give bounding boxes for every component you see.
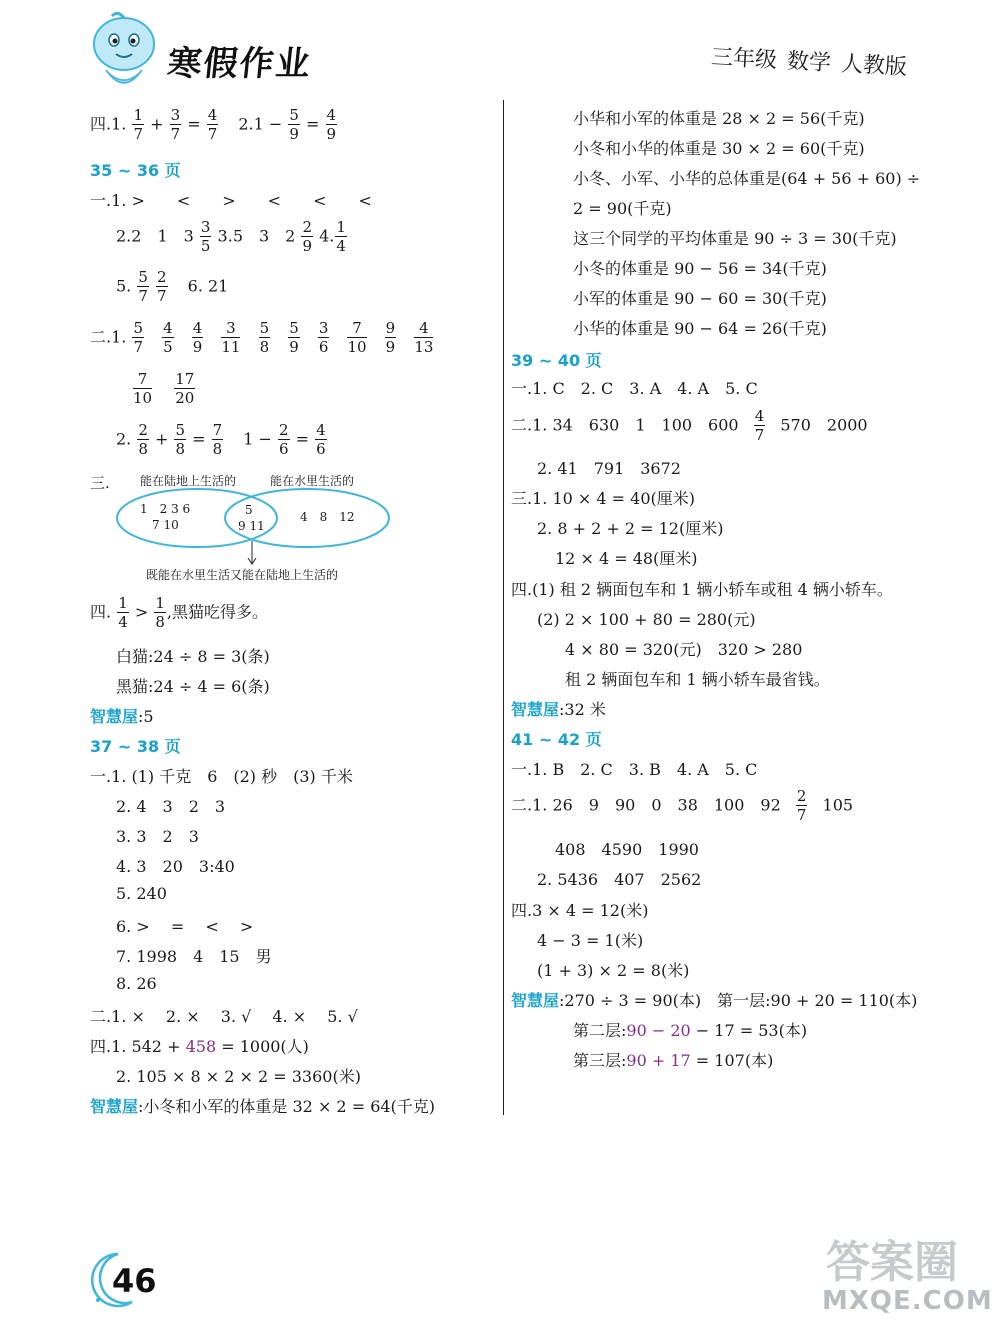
answer-line: 2 = 90(千克) <box>573 199 672 218</box>
answer-line: 黑猫:24 ÷ 4 = 6(条) <box>116 677 270 696</box>
answer-line: 2. 105 × 8 × 2 × 2 = 3360(米) <box>116 1067 361 1086</box>
section-heading: 41 ~ 42 页 <box>511 730 602 749</box>
answer-line: 4 − 3 = 1(米) <box>537 931 644 950</box>
answer-line: 二.1. $\frac{5}{7}$ $\frac{4}{5}$ $\frac{4}{9}$ $\frac{3}{11}$ $\frac{5}{8}$ $\frac{5}{9}$ $\frac{3}{6}$ $\frac{7}{10}$ $\frac{9}{9}$ $\frac{4}{13}$ <box>90 319 434 356</box>
answer-line: 小冬的体重是 90 − 56 = 34(千克) <box>573 259 827 278</box>
venn-prefix: 三. <box>90 474 110 492</box>
answer-line: 四.1. $\frac{1}{7}$ + $\frac{3}{7}$ = $\frac{4}{7}$ 2.1 − $\frac{5}{9}$ = $\frac{4}{9}$ <box>90 106 337 143</box>
answer-line: 第三层:90 + 17 = 107(本) <box>573 1051 774 1070</box>
section-heading: 35 ~ 36 页 <box>90 161 181 180</box>
answer-line: 四.1. 542 + 458 = 1000(人) <box>90 1037 309 1056</box>
wisdom-answer: 智慧屋:32 米 <box>511 700 606 719</box>
answer-line: 四.3 × 4 = 12(米) <box>511 901 649 920</box>
answer-line: 二.1. × 2. × 3. √ 4. × 5. √ <box>90 1007 358 1026</box>
answer-line: 3. 3 2 3 <box>116 827 199 846</box>
subject-label: 数学 <box>786 48 832 77</box>
answer-line: 2. $\frac{2}{8}$ + $\frac{5}{8}$ = $\frac{7}{8}$ 1 − $\frac{2}{6}$ = $\frac{4}{6}$ <box>116 421 326 458</box>
answer-line: 8. 26 <box>116 974 157 993</box>
answer-line: 二.1. 34 630 1 100 600 $\frac{4}{7}$ 570 2000 <box>511 407 868 444</box>
book-meta <box>710 40 917 82</box>
venn-mid-nums: 5 <box>245 503 253 517</box>
answer-line: 一.1. > < > < < < <box>90 191 372 210</box>
venn-label-bottom: 既能在水里生活又能在陆地上生活的 <box>146 568 339 582</box>
venn-mid-nums-2: 9 11 <box>238 519 265 533</box>
answer-line: 白猫:24 ÷ 8 = 3(条) <box>116 647 270 666</box>
answer-line: 小冬和小华的体重是 30 × 2 = 60(千克) <box>573 139 865 158</box>
dolphin-mascot-icon <box>88 10 160 96</box>
book-title: 寒假作业 <box>165 44 314 84</box>
answer-line: (1 + 3) × 2 = 8(米) <box>537 961 690 980</box>
venn-label-right: 能在水里生活的 <box>270 474 355 488</box>
venn-left-nums-2: 7 10 <box>152 518 179 532</box>
page-number: 46 <box>112 1262 157 1300</box>
answer-line: 6. > = < > <box>116 917 254 936</box>
answer-line: 租 2 辆面包车和 1 辆小轿车最省钱。 <box>565 670 830 689</box>
answer-line: 四. $\frac{1}{4}$ > $\frac{1}{8}$ ,黑猫吃得多。 <box>90 594 268 631</box>
answer-line: 第二层:90 − 20 − 17 = 53(本) <box>573 1021 808 1040</box>
venn-left-nums: 1 2 3 6 <box>140 502 191 516</box>
watermark-logo: 答案圈 <box>826 1237 958 1288</box>
answer-line: 四.(1) 租 2 辆面包车和 1 辆小轿车或租 4 辆小轿车。 <box>511 580 893 599</box>
grade-label: 三年级 <box>710 44 778 74</box>
section-heading: 39 ~ 40 页 <box>511 351 602 370</box>
answer-line: 一.1. (1) 千克 6 (2) 秒 (3) 千米 <box>90 767 353 786</box>
answer-line: 4 × 80 = 320(元) 320 > 280 <box>565 640 803 659</box>
answer-line: 2.2 1 3 $\frac{3}{5}$ 3.5 3 2 $\frac{2}{9}$ 4. $\frac{1}{4}$ <box>116 218 346 255</box>
answer-line: 小华的体重是 90 − 64 = 26(千克) <box>573 319 827 338</box>
answer-line: 2. 8 + 2 + 2 = 12(厘米) <box>537 519 724 538</box>
answer-line: (2) 2 × 100 + 80 = 280(元) <box>537 610 756 629</box>
answer-line: 5. 240 <box>116 884 167 903</box>
answer-line: 4. 3 20 3:40 <box>116 857 235 876</box>
answer-line: 一.1. B 2. C 3. B 4. A 5. C <box>511 760 758 779</box>
answer-line: 2. 41 791 3672 <box>537 459 681 478</box>
answer-line: 2. 4 3 2 3 <box>116 797 226 816</box>
answer-line: 小冬、小军、小华的总体重是(64 + 56 + 60) ÷ <box>573 169 921 188</box>
answer-line: 这三个同学的平均体重是 90 ÷ 3 = 30(千克) <box>573 229 897 248</box>
answer-line: 7. 1998 4 15 男 <box>116 947 272 966</box>
section-heading: 37 ~ 38 页 <box>90 737 181 756</box>
wisdom-answer: 智慧屋:5 <box>90 707 154 726</box>
wisdom-answer: 智慧屋:小冬和小军的体重是 32 × 2 = 64(千克) <box>90 1097 436 1116</box>
venn-right-nums: 4 8 12 <box>300 510 355 524</box>
watermark-url: MXQE.COM <box>822 1286 993 1316</box>
answer-line: 一.1. C 2. C 3. A 4. A 5. C <box>511 379 758 398</box>
wisdom-answer: 智慧屋:270 ÷ 3 = 90(本) 第一层:90 + 20 = 110(本) <box>511 991 918 1010</box>
answer-line: 小华和小军的体重是 28 × 2 = 56(千克) <box>573 109 865 128</box>
answer-line: 408 4590 1990 <box>555 840 699 859</box>
column-divider <box>503 100 504 1115</box>
answer-line: 2. 5436 407 2562 <box>537 870 702 889</box>
answer-line: 三.1. 10 × 4 = 40(厘米) <box>511 489 695 508</box>
venn-label-left: 能在陆地上生活的 <box>140 474 237 488</box>
answer-line: 二.1. 26 9 90 0 38 100 92 $\frac{2}{7}$ 105 <box>511 787 854 824</box>
answer-line: 5. $\frac{5}{7}$ $\frac{2}{7}$ 6. 21 <box>116 268 229 305</box>
answer-line: 12 × 4 = 48(厘米) <box>555 549 698 568</box>
answer-line: 小军的体重是 90 − 60 = 30(千克) <box>573 289 827 308</box>
answer-line: $\frac{7}{10}$ $\frac{17}{20}$ <box>133 370 195 407</box>
edition-label: 人教版 <box>840 51 908 81</box>
